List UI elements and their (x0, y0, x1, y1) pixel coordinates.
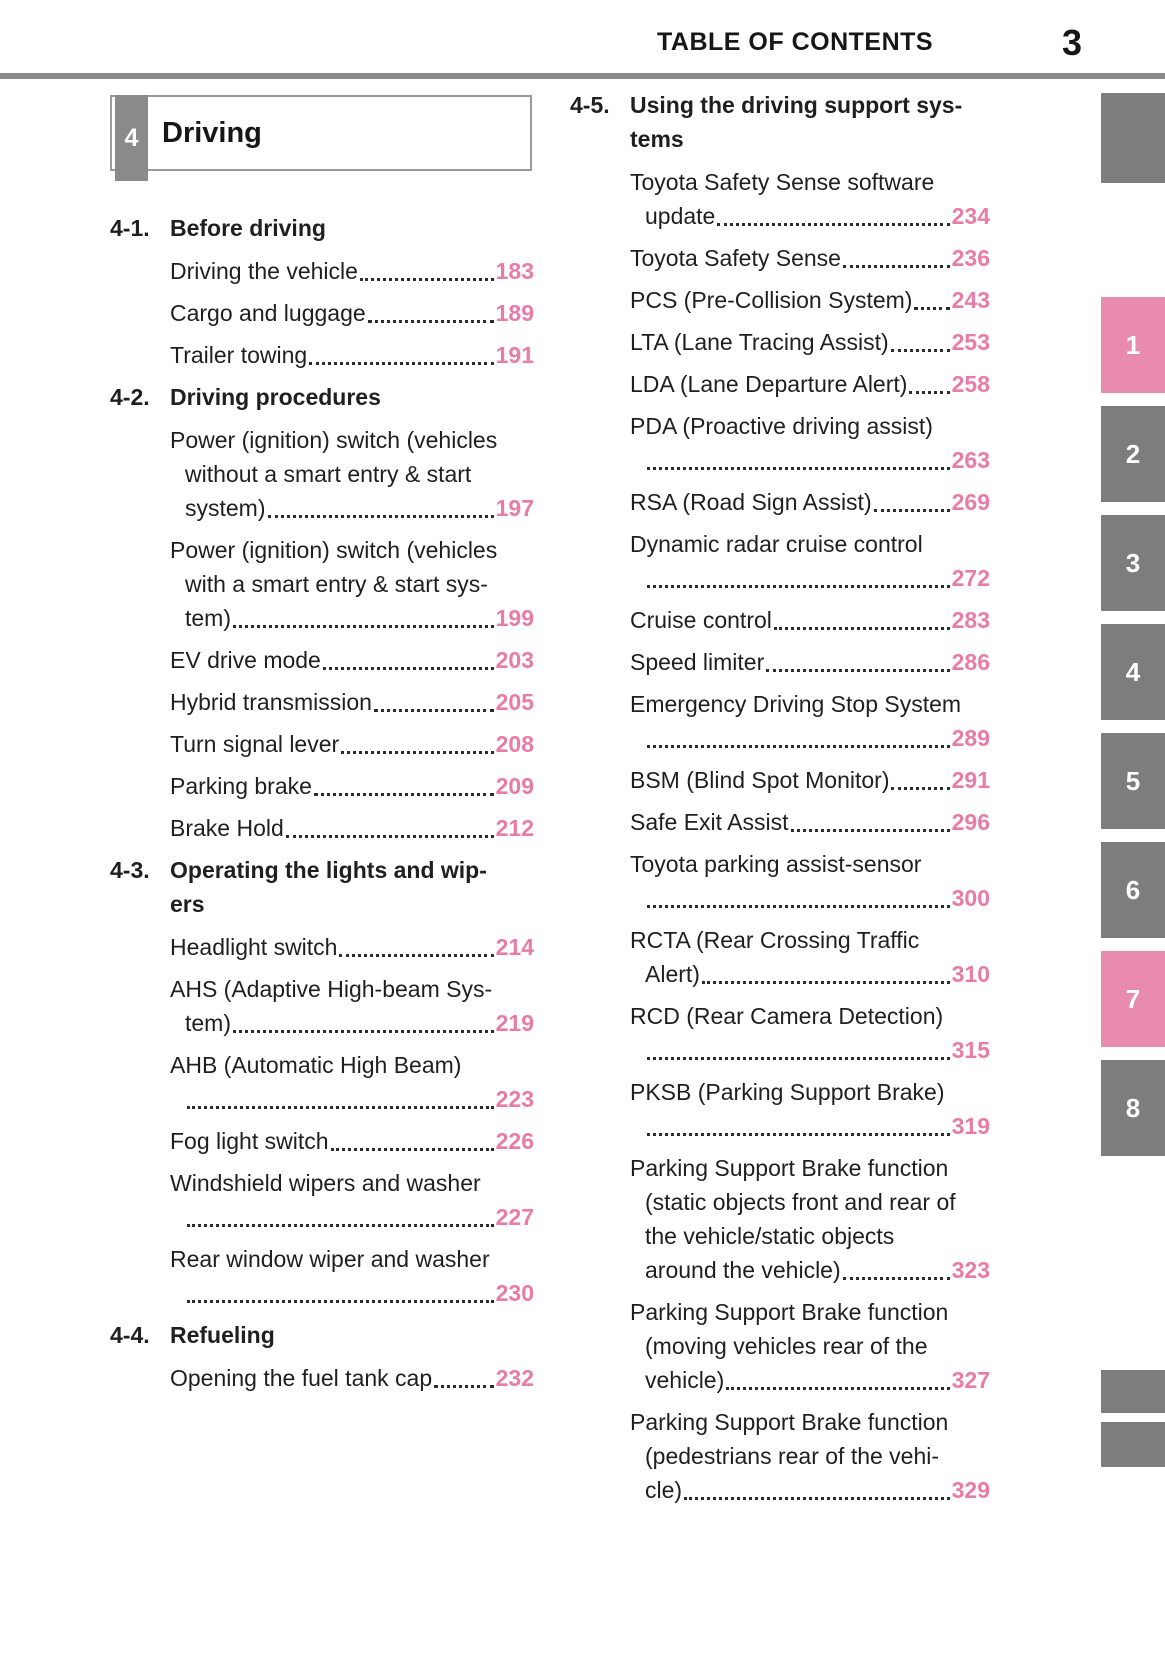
entry-page-number: 234 (951, 203, 990, 229)
toc-entry[interactable] (170, 1048, 534, 1116)
toc-entry[interactable] (630, 367, 990, 401)
toc-entry[interactable] (170, 727, 534, 761)
dot-leader (647, 905, 950, 908)
entry-page-number: 197 (495, 495, 534, 521)
toc-entry[interactable] (170, 769, 534, 803)
chapter-tab-2[interactable] (1101, 406, 1165, 502)
dot-leader (233, 625, 494, 628)
toc-entry[interactable] (630, 645, 990, 679)
chapter-tab-label: 1 (1125, 329, 1141, 360)
dot-leader (434, 1385, 493, 1388)
dot-leader (268, 515, 494, 518)
dot-leader (891, 349, 950, 352)
entry-page-number: 310 (951, 961, 990, 987)
toc-entry[interactable] (630, 603, 990, 637)
entry-text: cle) (645, 1477, 683, 1503)
dot-leader (339, 954, 493, 957)
toc-entry[interactable] (630, 165, 990, 233)
section-list-left (110, 211, 534, 1395)
header-rule (0, 73, 1165, 79)
chapter-tab-label: 3 (1125, 547, 1141, 578)
tab-placeholder-box (1101, 1422, 1165, 1467)
entry-text: Headlight switch (170, 934, 338, 960)
entry-page-number: 291 (951, 767, 990, 793)
entry-text-line: Parking Support Brake function (630, 1299, 949, 1325)
entry-text: tem) (185, 1010, 231, 1036)
dot-leader (914, 307, 949, 310)
section-number: 4-5. (570, 92, 610, 118)
toc-entry[interactable] (170, 685, 534, 719)
entry-text: Turn signal lever (170, 731, 340, 757)
dot-leader (374, 709, 494, 712)
entry-page-number: 232 (495, 1365, 534, 1391)
dot-leader (187, 1224, 494, 1227)
toc-entry[interactable] (630, 923, 990, 991)
dot-leader (647, 467, 950, 470)
section-header (110, 1318, 534, 1352)
section-title (170, 1318, 534, 1352)
section-title (170, 380, 534, 414)
entry-page-number: 296 (951, 809, 990, 835)
entry-list (630, 165, 990, 1507)
chapter-tab-label: 5 (1125, 765, 1141, 796)
dot-leader (323, 667, 494, 670)
dot-leader (647, 745, 950, 748)
entry-text: Cargo and luggage (170, 300, 366, 326)
section-number: 4-1. (110, 215, 150, 241)
entry-text-line: Power (ignition) switch (vehicles (170, 537, 498, 563)
tab-placeholder-box (1101, 1370, 1165, 1413)
entry-page-number: 219 (495, 1010, 534, 1036)
entry-text: LTA (Lane Tracing Assist) (630, 329, 889, 355)
dot-leader (791, 829, 950, 832)
toc-entry[interactable] (630, 283, 990, 317)
toc-section (110, 211, 534, 372)
entry-text: tem) (185, 605, 231, 631)
section-number: 4-4. (110, 1322, 150, 1348)
entry-text: Hybrid transmission (170, 689, 372, 715)
toc-entry[interactable] (170, 254, 534, 288)
entry-text: Opening the fuel tank cap (170, 1365, 433, 1391)
entry-text: Toyota Safety Sense (630, 245, 841, 271)
entry-page-number: 199 (495, 605, 534, 631)
chapter-tab-5[interactable] (1101, 733, 1165, 829)
entry-text-line: Toyota Safety Sense software (630, 169, 935, 195)
entry-page-number: 329 (951, 1477, 990, 1503)
entry-text-line: Parking Support Brake function (630, 1155, 949, 1181)
entry-text-line: Parking Support Brake function (630, 1409, 949, 1435)
toc-entry[interactable] (630, 1151, 990, 1287)
dot-leader (774, 627, 950, 630)
toc-section (110, 853, 534, 1310)
entry-list (170, 930, 534, 1310)
entry-page-number: 208 (495, 731, 534, 757)
toc-entry[interactable] (170, 296, 534, 330)
entry-page-number: 300 (951, 885, 990, 911)
entry-page-number: 315 (951, 1037, 990, 1063)
chapter-tab-3[interactable] (1101, 515, 1165, 611)
entry-text: vehicle) (645, 1367, 725, 1393)
entry-page-number: 319 (951, 1113, 990, 1139)
entry-text-line: RCTA (Rear Crossing Traffic (630, 927, 920, 953)
dot-leader (766, 669, 949, 672)
entry-page-number: 212 (495, 815, 534, 841)
toc-entry[interactable] (170, 643, 534, 677)
entry-text: around the vehicle) (645, 1257, 841, 1283)
entry-text: system) (185, 495, 266, 521)
entry-page-number: 323 (951, 1257, 990, 1283)
toc-section (570, 88, 990, 1507)
toc-entry[interactable] (630, 687, 990, 755)
entry-page-number: 191 (495, 342, 534, 368)
toc-entry[interactable] (170, 811, 534, 845)
toc-entry[interactable] (630, 1075, 990, 1143)
dot-leader (341, 751, 493, 754)
dot-leader (331, 1148, 494, 1151)
entry-text: BSM (Blind Spot Monitor) (630, 767, 890, 793)
entry-text-line: (moving vehicles rear of the (645, 1333, 928, 1359)
chapter-box (110, 95, 532, 171)
toc-entry[interactable] (630, 805, 990, 839)
entry-text: EV drive mode (170, 647, 321, 673)
entry-text-line: PDA (Proactive driving assist) (630, 413, 933, 439)
entry-page-number: 289 (951, 725, 990, 751)
dot-leader (314, 793, 494, 796)
toc-entry[interactable] (170, 1124, 534, 1158)
entry-text-line: Windshield wipers and washer (170, 1170, 481, 1196)
entry-text: PCS (Pre-Collision System) (630, 287, 913, 313)
section-list-right (570, 88, 990, 1507)
dot-leader (726, 1387, 949, 1390)
entry-text-line: with a smart entry & start sys- (185, 571, 488, 597)
dot-leader (874, 509, 950, 512)
entry-text-line: AHB (Automatic High Beam) (170, 1052, 462, 1078)
toc-entry[interactable] (630, 763, 990, 797)
entry-text: update (645, 203, 716, 229)
entry-page-number: 189 (495, 300, 534, 326)
entry-text-line: AHS (Adaptive High-beam Sys- (170, 976, 493, 1002)
dot-leader (360, 278, 494, 281)
dot-leader (647, 1057, 950, 1060)
entry-page-number: 283 (951, 607, 990, 633)
entry-page-number: 327 (951, 1367, 990, 1393)
entry-list (170, 423, 534, 845)
entry-text: Safe Exit Assist (630, 809, 789, 835)
toc-entry[interactable] (170, 972, 534, 1040)
entry-text-line: Power (ignition) switch (vehicles (170, 427, 498, 453)
entry-page-number: 203 (495, 647, 534, 673)
toc-entry[interactable] (630, 1295, 990, 1397)
dot-leader (717, 223, 949, 226)
toc-entry[interactable] (630, 325, 990, 359)
dot-leader (187, 1106, 494, 1109)
chapter-tab-8[interactable] (1101, 1060, 1165, 1156)
entry-text-line: (pedestrians rear of the vehi- (645, 1443, 940, 1469)
entry-text: Fog light switch (170, 1128, 329, 1154)
toc-entry[interactable] (170, 1242, 534, 1310)
chapter-tab-4[interactable] (1101, 624, 1165, 720)
entry-page-number: 230 (495, 1280, 534, 1306)
dot-leader (647, 1133, 950, 1136)
entry-text-line: the vehicle/static objects (645, 1223, 895, 1249)
dot-leader (891, 787, 949, 790)
section-title-line: Refueling (170, 1322, 275, 1348)
entry-page-number: 205 (495, 689, 534, 715)
toc-entry[interactable] (630, 1405, 990, 1507)
entry-text: Brake Hold (170, 815, 284, 841)
section-title-line: tems (630, 126, 684, 152)
chapter-tab-label: 2 (1125, 438, 1141, 469)
toc-entry[interactable] (630, 485, 990, 519)
section-title-line: ers (170, 891, 205, 917)
entry-text: Alert) (645, 961, 700, 987)
chapter-tab-label: 6 (1125, 874, 1141, 905)
dot-leader (843, 265, 950, 268)
toc-entry[interactable] (170, 1361, 534, 1395)
chapter-tab-1[interactable] (1101, 297, 1165, 393)
entry-text-line: (static objects front and rear of (645, 1189, 956, 1215)
dot-leader (233, 1030, 494, 1033)
toc-section (110, 1318, 534, 1395)
toc-entry[interactable] (170, 533, 534, 635)
section-header (110, 380, 534, 414)
entry-page-number: 253 (951, 329, 990, 355)
toc-entry[interactable] (630, 409, 990, 477)
entry-text: RSA (Road Sign Assist) (630, 489, 872, 515)
dot-leader (286, 835, 494, 838)
toc-entry[interactable] (630, 847, 990, 915)
chapter-tab-6[interactable] (1101, 842, 1165, 938)
entry-text-line: RCD (Rear Camera Detection) (630, 1003, 944, 1029)
entry-page-number: 286 (951, 649, 990, 675)
entry-text: Driving the vehicle (170, 258, 358, 284)
section-number: 4-2. (110, 384, 150, 410)
chapter-tab-label: 4 (1125, 656, 1141, 687)
section-title-line: Operating the lights and wip- (170, 857, 487, 883)
entry-list (170, 1361, 534, 1395)
entry-page-number: 214 (495, 934, 534, 960)
toc-entry[interactable] (630, 527, 990, 595)
chapter-tab-7[interactable] (1101, 951, 1165, 1047)
toc-column-left (110, 95, 534, 1403)
toc-entry[interactable] (630, 241, 990, 275)
page-header-title: TABLE OF CONTENTS (657, 28, 934, 56)
entry-page-number: 263 (951, 447, 990, 473)
section-header (110, 211, 534, 245)
entry-page-number: 223 (495, 1086, 534, 1112)
entry-page-number: 269 (951, 489, 990, 515)
section-number: 4-3. (110, 857, 150, 883)
toc-entry[interactable] (630, 999, 990, 1067)
entry-page-number: 272 (951, 565, 990, 591)
entry-text: LDA (Lane Departure Alert) (630, 371, 908, 397)
chapter-title: Driving (162, 117, 262, 149)
chapter-tab-label: 7 (1125, 983, 1141, 1014)
section-title-line: Using the driving support sys- (630, 92, 963, 118)
dot-leader (368, 320, 494, 323)
entry-page-number: 183 (495, 258, 534, 284)
tab-placeholder-box (1101, 93, 1165, 183)
section-title (170, 853, 534, 921)
chapter-number-badge: 4 (115, 95, 148, 181)
section-title (170, 211, 534, 245)
entry-text-line: Rear window wiper and washer (170, 1246, 490, 1272)
chapter-tab-label: 8 (1125, 1092, 1141, 1123)
entry-text-line: Toyota parking assist-sensor (630, 851, 922, 877)
entry-text-line: without a smart entry & start (185, 461, 472, 487)
toc-entry[interactable] (170, 1166, 534, 1234)
toc-entry[interactable] (170, 423, 534, 525)
entry-page-number: 227 (495, 1204, 534, 1230)
dot-leader (187, 1300, 494, 1303)
dot-leader (843, 1277, 950, 1280)
section-title-line: Driving procedures (170, 384, 381, 410)
dot-leader (702, 981, 950, 984)
entry-text: Speed limiter (630, 649, 765, 675)
section-title-line: Before driving (170, 215, 326, 241)
section-title (630, 88, 990, 156)
entry-page-number: 243 (951, 287, 990, 313)
toc-entry[interactable] (170, 338, 534, 372)
entry-text-line: Dynamic radar cruise control (630, 531, 923, 557)
entry-page-number: 226 (495, 1128, 534, 1154)
entry-text-line: Emergency Driving Stop System (630, 691, 962, 717)
dot-leader (684, 1497, 950, 1500)
entry-list (170, 254, 534, 372)
entry-text: Trailer towing (170, 342, 308, 368)
entry-page-number: 209 (495, 773, 534, 799)
toc-column-right (570, 88, 990, 1515)
dot-leader (647, 585, 950, 588)
section-header (570, 88, 990, 156)
entry-page-number: 258 (951, 371, 990, 397)
page-number: 3 (1061, 22, 1083, 63)
dot-leader (309, 362, 493, 365)
section-header (110, 853, 534, 921)
entry-text: Parking brake (170, 773, 312, 799)
entry-text-line: PKSB (Parking Support Brake) (630, 1079, 945, 1105)
dot-leader (909, 391, 949, 394)
toc-entry[interactable] (170, 930, 534, 964)
entry-page-number: 236 (951, 245, 990, 271)
toc-section (110, 380, 534, 845)
entry-text: Cruise control (630, 607, 772, 633)
